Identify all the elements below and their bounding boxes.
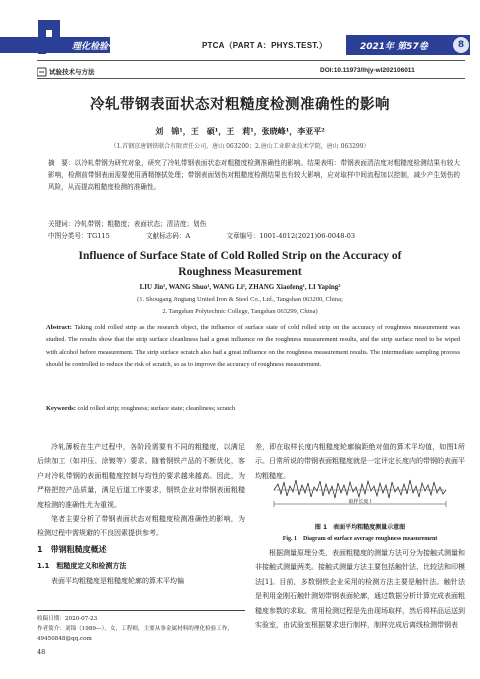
keywords-cn: 关键词：冷轧带钢；粗糙度；表面状态；清洁度；划伤 <box>48 220 207 228</box>
author-bio: 作者简介：刘锦（1989—），女，工程师，主要从事金属材料的理化检验工作，49450848@qq.com <box>37 626 234 642</box>
left-column <box>37 440 245 588</box>
title-en-line1: Influence of Surface State of Cold Rolled Strip on the Accuracy of <box>78 250 402 262</box>
section-paragraph: 表面平均粗糙度是粗糙度轮廓的算术平均偏 <box>51 576 184 585</box>
title-en-line2: Roughness Measurement <box>178 266 302 278</box>
keywords-en-label: Keywords: <box>46 405 76 412</box>
right-column-bottom <box>255 546 465 632</box>
figure-sample-length-label: 取样长度 l <box>348 499 372 505</box>
affiliation-cn: （1.首钢京唐钢铁联合有限责任公司，唐山 063200；2.唐山工业职业技术学院，唐山 063299） <box>110 143 370 150</box>
keywords-en-text: cold rolled strip; roughness; surface state; cleanliness; scratch <box>77 405 236 412</box>
affiliation-en-line2: 2. Tangshan Polytechnic College, Tangshan 063299, China) <box>162 308 318 315</box>
issue-label: 2021年 第57卷 <box>360 42 428 52</box>
authors-en: LIU Jin¹, WANG Shuo¹, WANG Li¹, ZHANG Xiaofeng¹, LI Yaping² <box>139 283 341 291</box>
doi: DOI:10.11973/lhjy-wl202106011 <box>320 67 415 74</box>
figure-caption-en: Fig. 1 Diagram of surface average roughness measurement <box>282 536 438 542</box>
abstract-en <box>46 322 460 371</box>
continued-paragraph: 差，即在取样长度内粗糙度轮廓偏距绝对值的算术平均值，如图1所示。日常所说的带钢表面粗糙度就是一定评定长度内的带钢的表面平均粗糙度。 <box>255 443 465 480</box>
title-en <box>0 248 480 280</box>
keywords-en <box>46 405 460 412</box>
method-paragraph: 根据测量原理分类，表面粗糙度的测量方法可分为接触式测量和非接触式测量两类。接触式测量方法主要包括触针法、比较法和印模法[1]。目前，多数钢铁企业采用的检测方法主要是触针法。触针法是利用金刚石触针测划带钢表面轮廓，通过数据分析计算完成表面粗糙度参数的求取。常用检测过程是先由现场取样，然后将样品运送到实验室，由试验室根据要求进行制样，制样完成后离线检测带钢表 <box>255 549 465 630</box>
column-tag-icon <box>37 67 47 77</box>
footnote <box>37 610 245 644</box>
section-heading-1-1: 1.1 粗糙度定义和检测方法 <box>37 562 127 571</box>
article-number: 文章编号：1001-4012(2021)06-0048-03 <box>226 232 356 240</box>
roughness-profile-figure <box>270 474 450 510</box>
received-date: 收稿日期：2020-07-23 <box>37 616 98 622</box>
affiliation-en-line1: (1. Shougang Jingtang United Iron & Steel Co., Ltd., Tangshan 063200, China; <box>137 296 343 303</box>
abstract-en-label: Abstract: <box>46 324 72 331</box>
page-number: 48 <box>37 648 46 656</box>
intro-paragraph-1: 冷轧薄板在生产过程中，各阶段需要有不同的粗糙度，以满足后续加工（如冲压、涂镀等）要求。随着钢铁产品的不断优化，客户对冷轧带钢的表面粗糙度控制与均性的要求越来越高。因此，为严格把控产品质量，满足后道工序要求，钢铁企业对带钢表面粗糙度检测的准确性尤为重视。 <box>37 443 245 509</box>
journal-logo-text: 理化检验·物理分册 <box>72 42 148 52</box>
issue-number: 8 <box>453 37 469 53</box>
journal-header <box>0 0 480 54</box>
meta-rule <box>37 78 465 79</box>
abstract-cn: 摘 要：以冷轧带钢为研究对象，研究了冷轧带钢表面状态对粗糙度检测准确性的影响。结果表明：带钢表面清洁度对粗糙度检测结果有较大影响，检测前带钢表面需要使用酒精擦拭处理；带钢表面划伤对粗糙度检测结果也有较大影响，应对取样中间流程加以控制，减少产生划伤的风险，从而提高粗糙度检测的准确性。 <box>48 159 460 191</box>
authors-cn: 刘 锦¹，王 硕¹，王 莉¹，张晓峰¹，李亚平² <box>155 126 325 136</box>
header-rule <box>37 60 465 61</box>
intro-paragraph-2: 笔者主要分析了带钢表面状态对粗糙度检测准确性的影响，为检测过程中需规避的不良因素提供参考。 <box>37 515 245 538</box>
section-heading-1: 1 带钢粗糙度概述 <box>37 544 107 554</box>
clc-number: 中图分类号：TG115 <box>48 232 110 240</box>
title-cn: 冷轧带钢表面状态对粗糙度检测准确性的影响 <box>90 97 390 113</box>
column-tag: 试验技术与方法 <box>49 68 95 76</box>
classification-row <box>48 230 460 240</box>
abstract-en-text: Taking cold rolled strip as the research object, the influence of surface state of cold rolled strip on the accuracy of roughness measurement was studied. The results show that the strip surface cleanliness had a great influence on the roughness measurement results, and the strip surface need to be wiped with alcohol before measurement. The strip surface scratch also had a great influence on the roughness measurement results. The intermediate sampling process should be controlled to reduce the risk of scratch, so as to improve the accuracy of roughness measurement. <box>46 324 461 368</box>
document-code: 文献标志码：A <box>145 232 191 240</box>
figure-caption-cn: 图 1 表面平均粗糙度测量示意图 <box>314 524 406 531</box>
journal-name: PTCA（PART A：PHYS.TEST.） <box>202 41 328 50</box>
